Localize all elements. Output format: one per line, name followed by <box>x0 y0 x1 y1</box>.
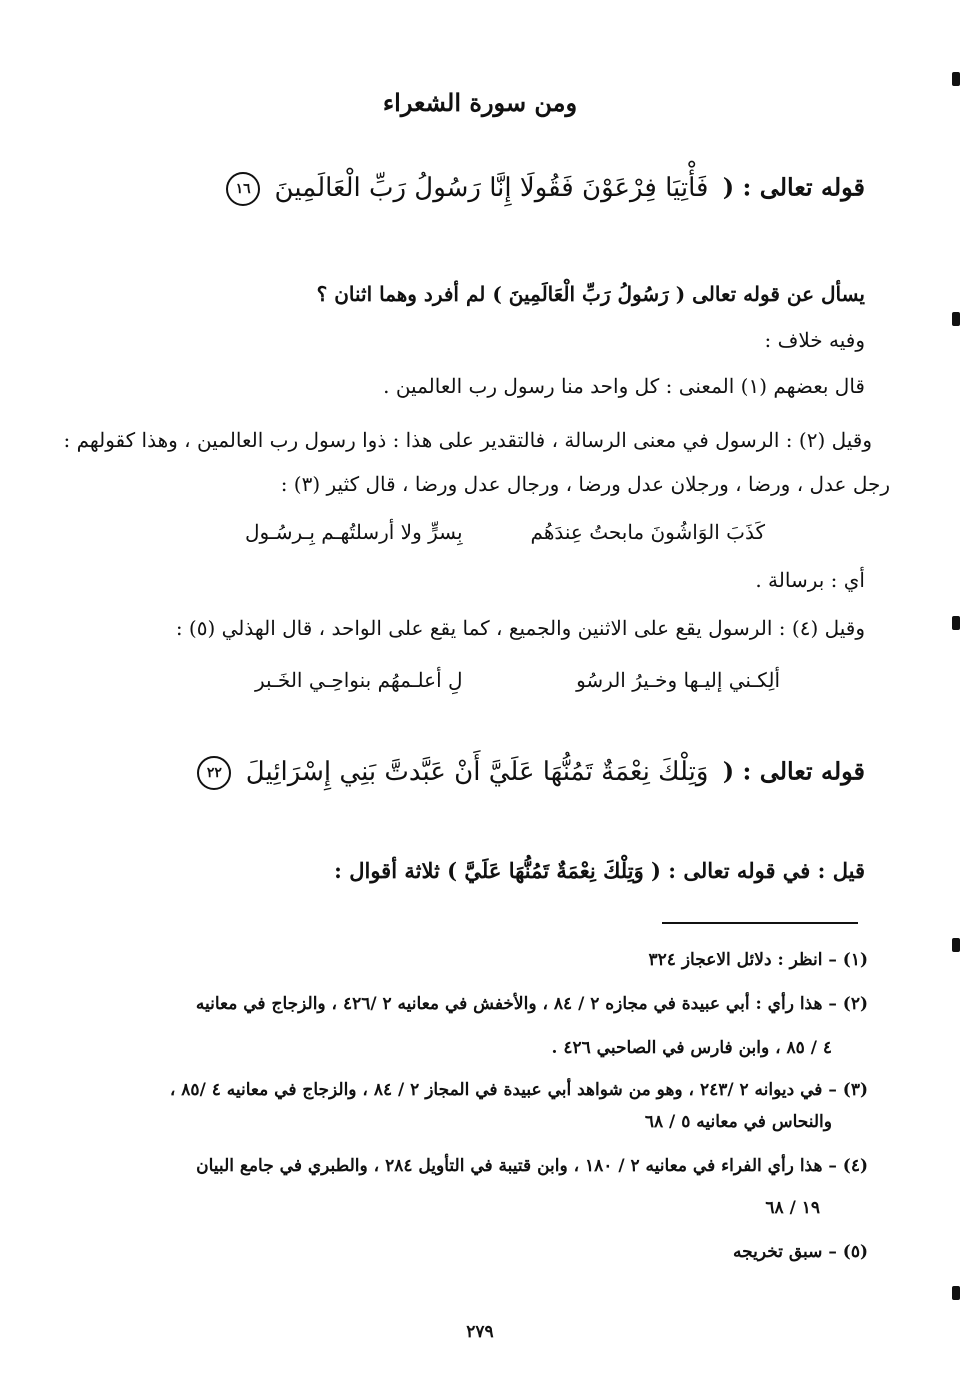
page-title: ومن سورة الشعراء <box>382 88 578 117</box>
footnote-line: (١) – انظر : دلائل الاعجاز ٣٢٤ <box>648 950 868 970</box>
poem-hemistich-left: بِسرٍّ ولا أرسلتُهـم بِـرسُـول <box>245 520 463 544</box>
scan-edge-mark <box>952 616 960 630</box>
paragraph-line: وقيل (٤) : الرسول يقع على الاثنين والجميع ، كما يقع على الواحد ، قال الهذلي (٥) : <box>175 616 865 640</box>
footnote-line: (٣) – في ديوانه ٢ /٢٤٣ ، وهو من شواهد أبي عبيدة في المجاز ٢ / ٨٤ ، والزجاج في معانيه ٤ /٨٥ ، <box>169 1080 868 1100</box>
scan-edge-mark <box>952 72 960 86</box>
footnote-line: والنحاس في معانيه ٥ / ٦٨ <box>644 1112 832 1132</box>
verse-intro: قوله تعالى : ( <box>722 756 865 786</box>
paragraph-line: قال بعضهم (١) المعنى : كل واحد منا رسول رب العالمين . <box>383 374 865 398</box>
footnote-separator <box>662 922 858 924</box>
footnote-line: (٤) – هذا رأي الفراء في معانيه ٢ / ١٨٠ ، وابن قتيبة في التأويل ٢٨٤ ، والطبري في جامع البيان <box>196 1156 868 1176</box>
ayah-number-marker: ١٦ <box>226 172 260 206</box>
quran-verse-text: فَأْتِيَا فِرْعَوْنَ فَقُولَا إِنَّا رَسُولُ رَبِّ الْعَالَمِينَ <box>274 172 709 203</box>
scan-edge-mark <box>952 938 960 952</box>
verse-intro: قوله تعالى : ( <box>722 172 865 202</box>
verse-heading-1 <box>226 172 865 206</box>
quran-verse-text: وَتِلْكَ نِعْمَةٌ تَمُنُّهَا عَلَيَّ أَنْ عَبَّدتَّ بَنِي إِسْرَائِيلَ <box>245 756 709 787</box>
scan-edge-mark <box>952 1286 960 1300</box>
paragraph-line: وقيل (٢) : الرسول في معنى الرسالة ، فالتقدير على هذا : ذوا رسول رب العالمين ، وهذا كقولهم : <box>63 428 872 452</box>
footnote-line: ١٩ / ٦٨ <box>765 1198 820 1218</box>
verse-heading-2 <box>197 756 865 790</box>
paragraph-line: رجل عدل ، ورضا ، ورجلان عدل ورضا ، ورجال عدل ورضا ، قال كثير (٣) : <box>280 472 890 496</box>
scan-edge-mark <box>952 312 960 326</box>
paragraph-line: يسأل عن قوله تعالى ( رَسُولُ رَبِّ الْعَالَمِينَ ) لم أفرد وهما اثنان ؟ <box>316 282 865 306</box>
page-number: ٢٧٩ <box>466 1322 494 1342</box>
footnote-line: (٢) – هذا رأي : أبي عبيدة في مجازه ٢ / ٨٤ ، والأخفش في معانيه ٢ /٤٢٦ ، والزجاج في معانيه <box>195 994 868 1014</box>
poem-hemistich-right: ألِكـني إليـها وخـيرُ الرسُو <box>576 668 780 692</box>
paragraph-line: وفيه خلاف : <box>764 328 865 352</box>
poem-hemistich-left: لِ أعلـمهُم بنواحِـي الخَـبر <box>255 668 463 692</box>
footnote-line: ٤ / ٨٥ ، وابن فارس في الصاحبي ٤٢٦ . <box>551 1038 832 1058</box>
footnote-line: (٥) – سبق تخريجه <box>733 1242 868 1262</box>
paragraph-line: أي : برسالة . <box>755 568 865 592</box>
paragraph-line: قيل : في قوله تعالى : ( وَتِلْكَ نِعْمَةٌ تَمُنُّهَا عَلَيَّ ) ثلاثة أقوال : <box>334 858 865 883</box>
ayah-number-marker: ٢٢ <box>197 756 231 790</box>
poem-hemistich-right: كَذَبَ الوَاشُونَ مابحتُ عِندَهُم <box>530 520 765 544</box>
